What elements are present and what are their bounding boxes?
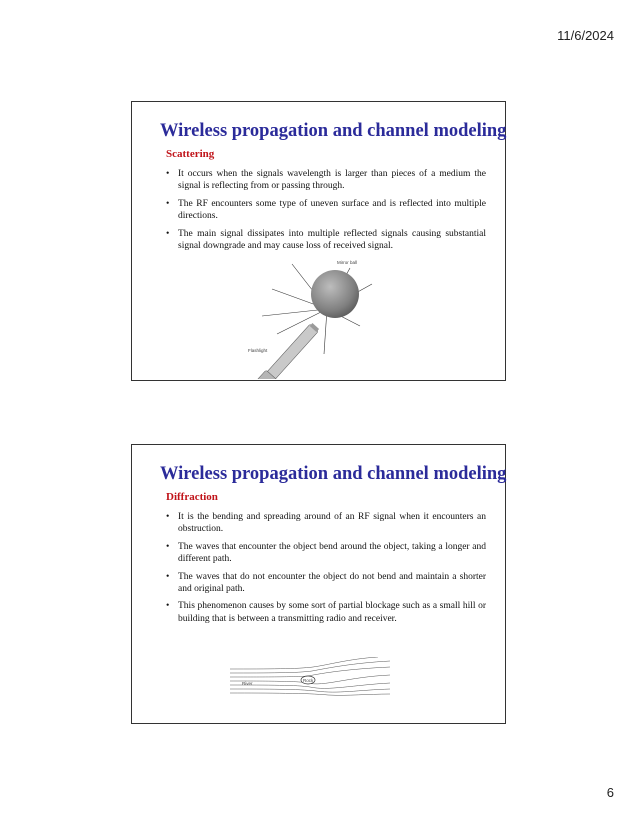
slide-scattering <box>131 101 506 381</box>
rock-label: Rock <box>303 678 314 683</box>
bullet-list <box>166 511 486 630</box>
slide-subtitle: Scattering <box>166 148 215 160</box>
slide-title: Wireless propagation and channel modeling <box>160 121 507 141</box>
slide-subtitle: Diffraction <box>166 491 218 503</box>
diffraction-illustration <box>228 657 393 697</box>
bullet-item: • The main signal dissipates into multiple reflected signals causing substantial signal downgrade and may cause loss of received signal. <box>166 228 486 253</box>
mirror-ball-label: Mirror ball <box>337 260 358 265</box>
river-label: River <box>242 681 253 686</box>
slide-title: Wireless propagation and channel modeling <box>160 464 507 484</box>
bullet-item: • It occurs when the signals wavelength is larger than pieces of a medium the signal is reflecting from or passing through. <box>166 168 486 193</box>
bullet-list <box>166 168 486 257</box>
scattering-illustration <box>242 254 382 379</box>
slide-diffraction <box>131 444 506 724</box>
mirror-ball <box>311 270 359 318</box>
flashlight-label: Flashlight <box>248 348 268 353</box>
page-number: 6 <box>606 785 614 800</box>
bullet-item: • The waves that do not encounter the object do not bend and maintain a shorter and original path. <box>166 571 486 596</box>
bullet-item: • This phenomenon causes by some sort of partial blockage such as a small hill or building that is between a transmitting radio and receiver. <box>166 600 486 625</box>
bullet-item: • The RF encounters some type of uneven surface and is reflected into multiple directions. <box>166 198 486 223</box>
date-stamp: 11/6/2024 <box>557 28 614 43</box>
bullet-item: • The waves that encounter the object bend around the object, taking a longer and different path. <box>166 541 486 566</box>
bullet-item: • It is the bending and spreading around of an RF signal when it encounters an obstruction. <box>166 511 486 536</box>
